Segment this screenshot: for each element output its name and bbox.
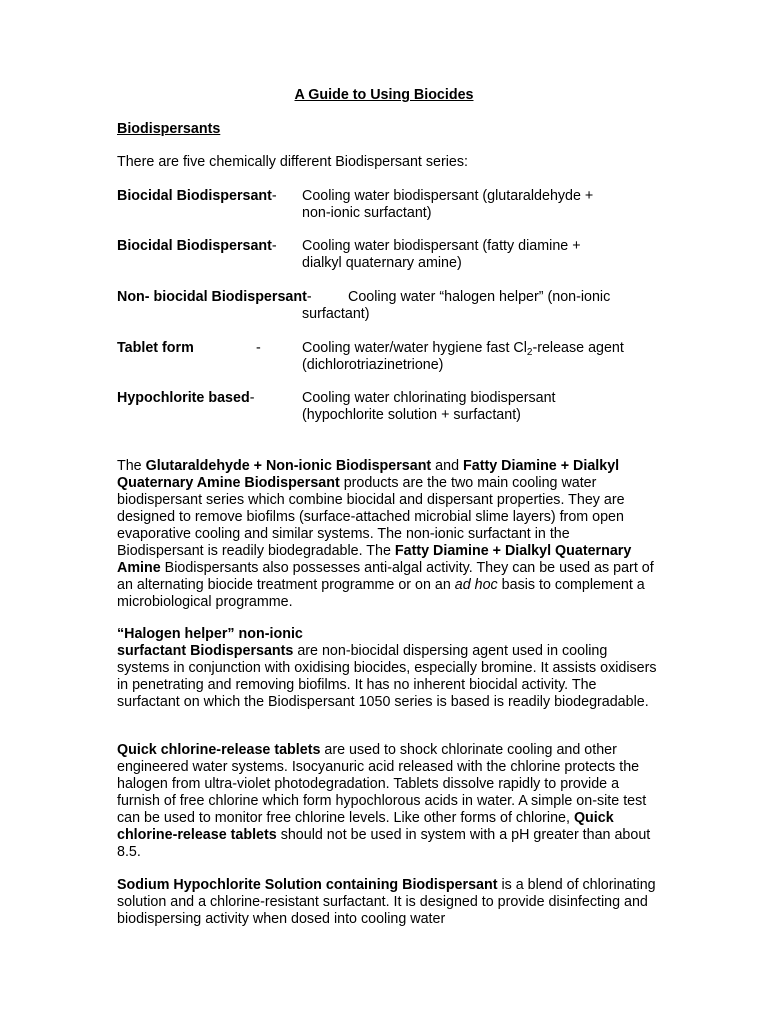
series-description: [302, 188, 672, 222]
series-description-line: Cooling water biodispersant (glutaraldehyde +: [302, 188, 594, 204]
paragraph-heading: “Halogen helper” non-ionic: [117, 626, 303, 642]
paragraph-sodium-hypochlorite: Sodium Hypochlorite Solution containing Biodispersant is a blend of chlorinating solution and a chlorine-resistant surfactant. It is designed to provide disinfecting and biodispersing activity when dosed into cooling water: [117, 877, 656, 927]
paragraph-chlorine-tablets: Quick chlorine-release tablets are used to shock chlorinate cooling and other engineered water systems. Isocyanuric acid released with the chlorine protects the halogen from ultra-violet photodegradation. Tablets dissolve rapidly to provide a furnish of free chlorine which form hypochlorous acids in water. A simple on-site test can be used to monitor free chlorine levels. Like other forms of chlorine, Quick chlorine-release tablets should not be used in system with a pH greater than about 8.5.: [117, 742, 651, 860]
series-description-line: surfactant): [302, 306, 370, 322]
series-name: Biocidal Biodispersant-: [117, 188, 277, 204]
series-description: [302, 390, 672, 424]
series-description: [302, 289, 672, 323]
series-description-line: Cooling water biodispersant (fatty diamine +: [302, 238, 581, 254]
paragraph-glutaraldehyde: The Glutaraldehyde + Non-ionic Biodispersant and Fatty Diamine + Dialkyl Quaternary Amine Biodispersant products are the two main cooling water biodispersant series which combine biocidal and dispersant properties. They are designed to remove biofilms (surface-attached microbial slime layers) from open evaporative cooling and similar systems. The non-ionic surfactant in the Biodispersant is readily biodegradable. The Fatty Diamine + Dialkyl Quaternary Amine Biodispersants also possesses anti-algal activity. They can be used as part of an alternating biocide treatment programme or on an ad hoc basis to complement a microbiological programme.: [117, 458, 654, 610]
series-description-line: (dichlorotriazinetrione): [302, 357, 444, 373]
series-name: Hypochlorite based-: [117, 390, 255, 406]
series-dash: -: [271, 238, 277, 254]
series-description-line: Cooling water/water hygiene fast $Cl_2$-release agent: [302, 340, 624, 358]
document-title: A Guide to Using Biocides: [294, 87, 474, 103]
section-heading: Biodispersants: [117, 121, 221, 137]
series-dash: -: [306, 289, 312, 305]
series-description-line: dialkyl quaternary amine): [302, 255, 462, 271]
series-dash: -: [256, 340, 261, 356]
series-name: Biocidal Biodispersant-: [117, 238, 277, 254]
series-description-line: non-ionic surfactant): [302, 205, 432, 221]
intro-text: There are five chemically different Biodispersant series:: [117, 154, 468, 170]
series-name: Tablet form: [117, 340, 194, 356]
series-description-line: (hypochlorite solution + surfactant): [302, 407, 521, 423]
paragraph-halogen-helper: “Halogen helper” non-ionic surfactant Biodispersants are non-biocidal dispersing agent used in cooling systems in conjunction with oxidising biocides, especially bromine. It assists oxidisers in penetrating and removing biofilms. It has no inherent biocidal activity. The surfactant on which the Biodispersant 1050 series is based is readily biodegradable.: [117, 626, 657, 710]
series-description-line: Cooling water chlorinating biodispersant: [302, 390, 556, 406]
series-dash: -: [271, 188, 277, 204]
series-description-line: Cooling water “halogen helper” (non-ionic: [348, 289, 611, 305]
series-dash: -: [249, 390, 255, 406]
series-name: Non- biocidal Biodispersant-: [117, 289, 312, 305]
series-description: [302, 238, 672, 272]
series-description: [302, 340, 672, 374]
